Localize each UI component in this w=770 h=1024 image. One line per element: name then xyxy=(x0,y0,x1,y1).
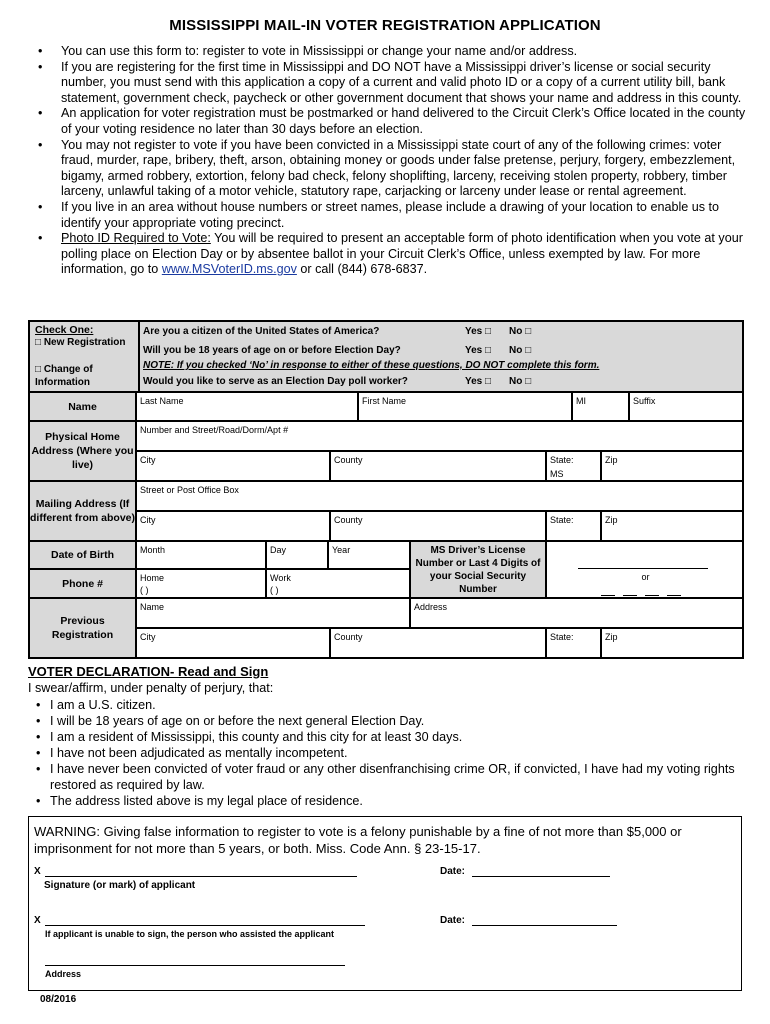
license-number-line xyxy=(578,568,708,569)
last-name-label: Last Name xyxy=(140,396,184,406)
declaration-item: • I have not been adjudicated as mentally incompetent. xyxy=(34,745,744,761)
state-value: MS xyxy=(550,469,564,479)
previous-county-field[interactable] xyxy=(330,628,546,658)
instruction-item-photo-id xyxy=(34,231,746,278)
zip-field[interactable] xyxy=(601,451,743,481)
declaration-item: • I have never been convicted of voter fraud or any other disenfranchising crime OR, if convicted, I have had my voting rights restored as required by law. xyxy=(34,761,744,793)
zip-label: Zip xyxy=(605,455,618,465)
instruction-item: • An application for voter registration must be postmarked or hand delivered to the Circuit Clerk’s Office located in the county of your voting residence no later than 30 days before an election. xyxy=(34,106,746,137)
dob-month-field[interactable] xyxy=(136,541,266,569)
mailing-county-field[interactable] xyxy=(330,511,546,541)
voter-declaration-intro: I swear/affirm, under penalty of perjury, that: xyxy=(28,681,274,695)
drivers-license-field[interactable] xyxy=(546,541,743,598)
instruction-item: • You can use this form to: register to vote in Mississippi or change your name and/or address. xyxy=(34,44,746,60)
po-box-field[interactable] xyxy=(136,481,743,511)
state-label: State: xyxy=(550,632,574,642)
work-label: Work xyxy=(270,573,291,583)
form-title: MISSISSIPPI MAIL-IN VOTER REGISTRATION APPLICATION xyxy=(169,17,601,34)
signature-box xyxy=(28,816,742,991)
photo-id-heading: Photo ID Required to Vote: xyxy=(61,231,211,246)
first-name-field[interactable] xyxy=(358,392,572,421)
previous-zip-field[interactable] xyxy=(601,628,743,658)
age-no-checkbox[interactable]: No □ xyxy=(509,345,532,356)
instruction-item: • If you are registering for the first time in Mississippi and DO NOT have a Mississippi driver’s license or social security number, you must send with this application a copy of a current and valid photo ID or a copy of a current utility bill, bank statement, government check, paycheck or other government document that shows your name and address in this county. xyxy=(34,60,746,107)
month-label: Month xyxy=(140,545,166,555)
phone-header: Phone # xyxy=(29,569,136,598)
mi-label: MI xyxy=(576,396,586,406)
previous-address-label: Address xyxy=(414,602,448,612)
age-question: Will you be 18 years of age on or before Election Day? xyxy=(143,345,401,356)
check-one-block xyxy=(29,321,139,392)
date-label: Date: xyxy=(440,866,466,877)
street-label: Number and Street/Road/Dorm/Apt # xyxy=(140,425,289,435)
dob-header: Date of Birth xyxy=(29,541,136,569)
new-registration-checkbox[interactable]: □ New Registration xyxy=(35,337,126,348)
date-line[interactable] xyxy=(472,876,610,877)
city-label: City xyxy=(140,455,156,465)
name-header: Name xyxy=(29,392,136,421)
county-label: County xyxy=(334,632,363,642)
declaration-list xyxy=(34,697,744,809)
zip-label: Zip xyxy=(605,632,618,642)
assistant-address-label: Address xyxy=(45,969,82,979)
signature-x-mark: X xyxy=(34,866,41,877)
instruction-item: • You may not register to vote if you have been convicted in a Mississippi state court of any of the following crimes: voter fraud, murder, rape, bribery, theft, arson, obtaining money or goods under false pretense, perjury, forgery, embezzlement, bigamy, armed robbery, extortion, felony bad check, felony shoplifting, larceny, receiving stolen property, robbery, timber larceny, unlawful taking of a motor vehicle, statutory rape, carjacking or larceny under lease or rental agreement. xyxy=(34,138,746,200)
zip-label: Zip xyxy=(605,515,618,525)
photo-id-text: You will be required to present an acceptable form of photo identification when you vote at your polling place on Election Day or by absentee ballot in your Circuit Clerk’s Office, unless exempted by law. For more information, go to xyxy=(61,231,743,277)
poll-worker-question: Would you like to serve as an Election Day poll worker? xyxy=(143,376,408,387)
suffix-label: Suffix xyxy=(633,396,656,406)
city-label: City xyxy=(140,632,156,642)
state-label: State: xyxy=(550,455,574,465)
assistant-signature-line[interactable] xyxy=(45,925,365,926)
previous-city-field[interactable] xyxy=(136,628,330,658)
assistant-date-label: Date: xyxy=(440,915,466,926)
age-yes-checkbox[interactable]: Yes □ xyxy=(465,345,492,356)
assistant-x-mark: X xyxy=(34,915,41,926)
citizen-no-checkbox[interactable]: No □ xyxy=(509,326,532,337)
state-field xyxy=(546,451,601,481)
day-label: Day xyxy=(270,545,287,555)
mailing-address-header: Mailing Address (If different from above) xyxy=(29,481,136,541)
voter-id-link[interactable]: www.MSVoterID.ms.gov xyxy=(161,262,297,277)
assistant-date-line[interactable] xyxy=(472,925,617,926)
form-revision-date: 08/2016 xyxy=(40,994,77,1005)
citizen-yes-checkbox[interactable]: Yes □ xyxy=(465,326,492,337)
registration-form-grid xyxy=(28,320,744,659)
declaration-item: • I am a resident of Mississippi, this county and this city for at least 30 days. xyxy=(34,729,744,745)
previous-state-field[interactable] xyxy=(546,628,601,658)
mailing-state-field[interactable] xyxy=(546,511,601,541)
ssn-digit-line xyxy=(667,595,681,596)
poll-worker-no-checkbox[interactable]: No □ xyxy=(509,376,532,387)
area-code-parens: ( ) xyxy=(270,585,279,595)
middle-initial-field[interactable] xyxy=(572,392,629,421)
street-field[interactable] xyxy=(136,421,743,451)
po-box-label: Street or Post Office Box xyxy=(140,485,239,495)
state-label: State: xyxy=(550,515,574,525)
instructions-list xyxy=(34,44,746,278)
work-phone-field[interactable] xyxy=(266,569,410,598)
citizen-question: Are you a citizen of the United States of America? xyxy=(143,326,380,337)
county-label: County xyxy=(334,455,363,465)
mailing-zip-field[interactable] xyxy=(601,511,743,541)
declaration-item: • The address listed above is my legal place of residence. xyxy=(34,793,744,809)
change-of-information-checkbox[interactable]: □ Change of Information xyxy=(35,364,93,388)
signature-label: Signature (or mark) of applicant xyxy=(44,880,196,891)
drivers-license-header: MS Driver’s License Number or Last 4 Digits of your Social Security Number xyxy=(410,541,546,598)
last-name-field[interactable] xyxy=(136,392,358,421)
ssn-digit-line xyxy=(601,595,615,596)
dob-year-field[interactable] xyxy=(328,541,410,569)
eligibility-note: NOTE: If you checked ‘No’ in response to either of these questions, DO NOT complete this form. xyxy=(143,360,600,371)
county-field[interactable] xyxy=(330,451,546,481)
instruction-item: • If you live in an area without house numbers or street names, please include a drawing of your location to enable us to identify your appropriate voting precinct. xyxy=(34,200,746,231)
or-label: or xyxy=(641,572,650,582)
ssn-digit-line xyxy=(645,595,659,596)
applicant-signature-line[interactable] xyxy=(45,876,357,877)
home-label: Home xyxy=(140,573,165,583)
previous-address-field[interactable] xyxy=(410,598,743,628)
first-name-label: First Name xyxy=(362,396,407,406)
home-phone-field[interactable] xyxy=(136,569,266,598)
assistant-label: If applicant is unable to sign, the person who assisted the applicant xyxy=(45,929,335,939)
voter-declaration-title: VOTER DECLARATION- Read and Sign xyxy=(28,664,269,679)
previous-name-label: Name xyxy=(140,602,165,612)
city-label: City xyxy=(140,515,156,525)
warning-text: WARNING: Giving false information to register to vote is a felony punishable by a fine of not more than $5,000 or imprisonment for not more than 5 years, or both. Miss. Code Ann. § 23-15-17. xyxy=(34,824,682,856)
physical-address-header: Physical Home Address (Where you live) xyxy=(29,421,136,481)
dob-day-field[interactable] xyxy=(266,541,328,569)
city-field[interactable] xyxy=(136,451,330,481)
area-code-parens: ( ) xyxy=(140,585,149,595)
photo-id-phone: or call (844) 678-6837. xyxy=(296,262,428,277)
previous-registration-header: Previous Registration xyxy=(29,598,136,658)
previous-name-field[interactable] xyxy=(136,598,410,628)
year-label: Year xyxy=(332,545,351,555)
suffix-field[interactable] xyxy=(629,392,743,421)
declaration-item: • I will be 18 years of age on or before the next general Election Day. xyxy=(34,713,744,729)
declaration-item: • I am a U.S. citizen. xyxy=(34,697,744,713)
county-label: County xyxy=(334,515,363,525)
mailing-city-field[interactable] xyxy=(136,511,330,541)
assistant-address-line[interactable] xyxy=(45,965,345,966)
poll-worker-yes-checkbox[interactable]: Yes □ xyxy=(465,376,492,387)
check-one-heading: Check One: xyxy=(35,324,94,336)
ssn-digit-line xyxy=(623,595,637,596)
